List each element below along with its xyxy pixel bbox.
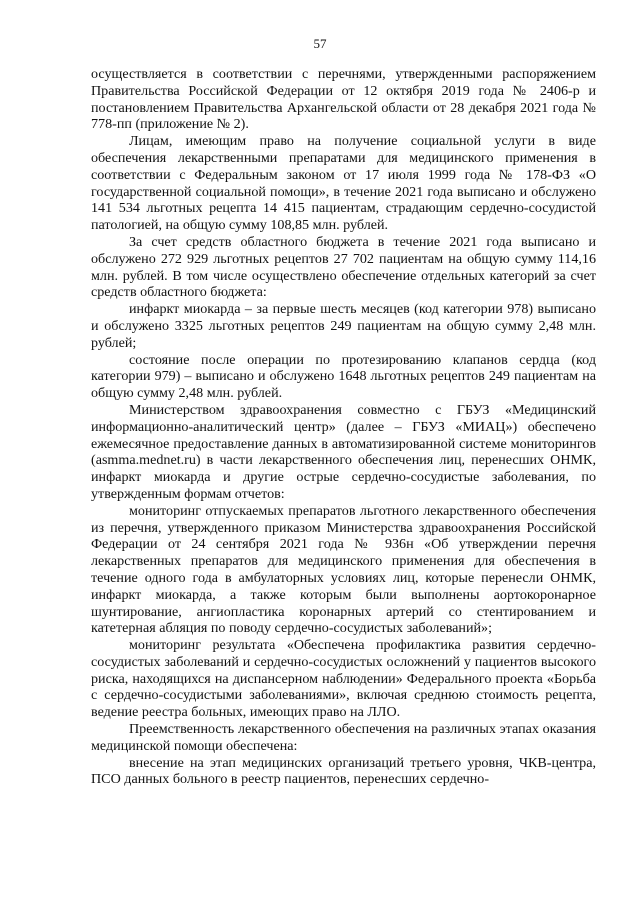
paragraph-3: За счет средств областного бюджета в течение 2021 года выписано и обслужено 272 929 льготных рецептов 27 702 пациентам на общую сумму 114,16 млн. рублей. В том числе осуществлено обеспечение отдельных категорий за счет средств областного бюджета: xyxy=(91,233,596,301)
paragraph-9: Преемственность лекарственного обеспечения на различных этапах оказания медицинской помощи обеспечена: xyxy=(91,721,596,754)
paragraph-8: мониторинг результата «Обеспечена профилактика развития сердечно-сосудистых заболеваний и сердечно-сосудистых осложнений у пациентов высокого риска, находящихся на диспансерном наблюдении» Федерального проекта «Борьба с сердечно-сосудистыми заболеваниями», включая среднюю стоимость рецепта, ведение реестра больных, имеющих право на ЛЛО. xyxy=(91,637,596,721)
paragraph-6: Министерством здравоохранения совместно с ГБУЗ «Медицинский информационно-аналитический центр» (далее – ГБУЗ «МИАЦ») обеспечено ежемесячное предоставление данных в автоматизированной системе мониторингов (asmma.mednet.ru) в части лекарственного обеспечения лиц, перенесших ОНМК, инфаркт миокарда и другие острые сердечно-сосудистые заболевания, по утвержденным формам отчетов: xyxy=(91,401,596,502)
paragraph-2: Лицам, имеющим право на получение социальной услуги в виде обеспечения лекарственными препаратами для медицинского применения в соответствии с Федеральным законом от 17 июля 1999 года № 178-ФЗ «О государственной социальной помощи», в течение 2021 года выписано и обслужено 141 534 льготных рецепта 14 415 пациентам, страдающим сердечно-сосудистой патологией, на общую сумму 108,85 млн. рублей. xyxy=(91,133,596,234)
document-body xyxy=(91,66,596,788)
paragraph-5: состояние после операции по протезированию клапанов сердца (код категории 979) – выписано и обслужено 1648 льготных рецептов 249 пациентам на общую сумму 2,48 млн. рублей. xyxy=(91,351,596,402)
paragraph-7: мониторинг отпускаемых препаратов льготного лекарственного обеспечения из перечня, утвержденного приказом Министерства здравоохранения Российской Федерации от 24 сентября 2021 года № 936н «Об утверждении перечня лекарственных препаратов для медицинского применения для обеспечения в течение одного года в амбулаторных условиях лиц, которые перенесли ОНМК, инфаркт миокарда, а также которым были выполнены аортокоронарное шунтирование, ангиопластика коронарных артерий со стентированием и катетерная абляция по поводу сердечно-сосудистых заболеваний»; xyxy=(91,502,596,637)
page-number: 57 xyxy=(313,36,327,51)
paragraph-1: осуществляется в соответствии с перечнями, утвержденными распоряжением Правительства Российской Федерации от 12 октября 2019 года № 2406-р и постановлением Правительства Архангельской области от 28 декабря 2021 года № 778-пп (приложение № 2). xyxy=(91,66,596,133)
paragraph-10: внесение на этап медицинских организаций третьего уровня, ЧКВ-центра, ПСО данных больного в реестр пациентов, перенесших сердечно- xyxy=(91,754,596,788)
paragraph-4: инфаркт миокарда – за первые шесть месяцев (код категории 978) выписано и обслужено 3325 льготных рецептов 249 пациентам на общую сумму 2,48 млн. рублей; xyxy=(91,301,596,351)
